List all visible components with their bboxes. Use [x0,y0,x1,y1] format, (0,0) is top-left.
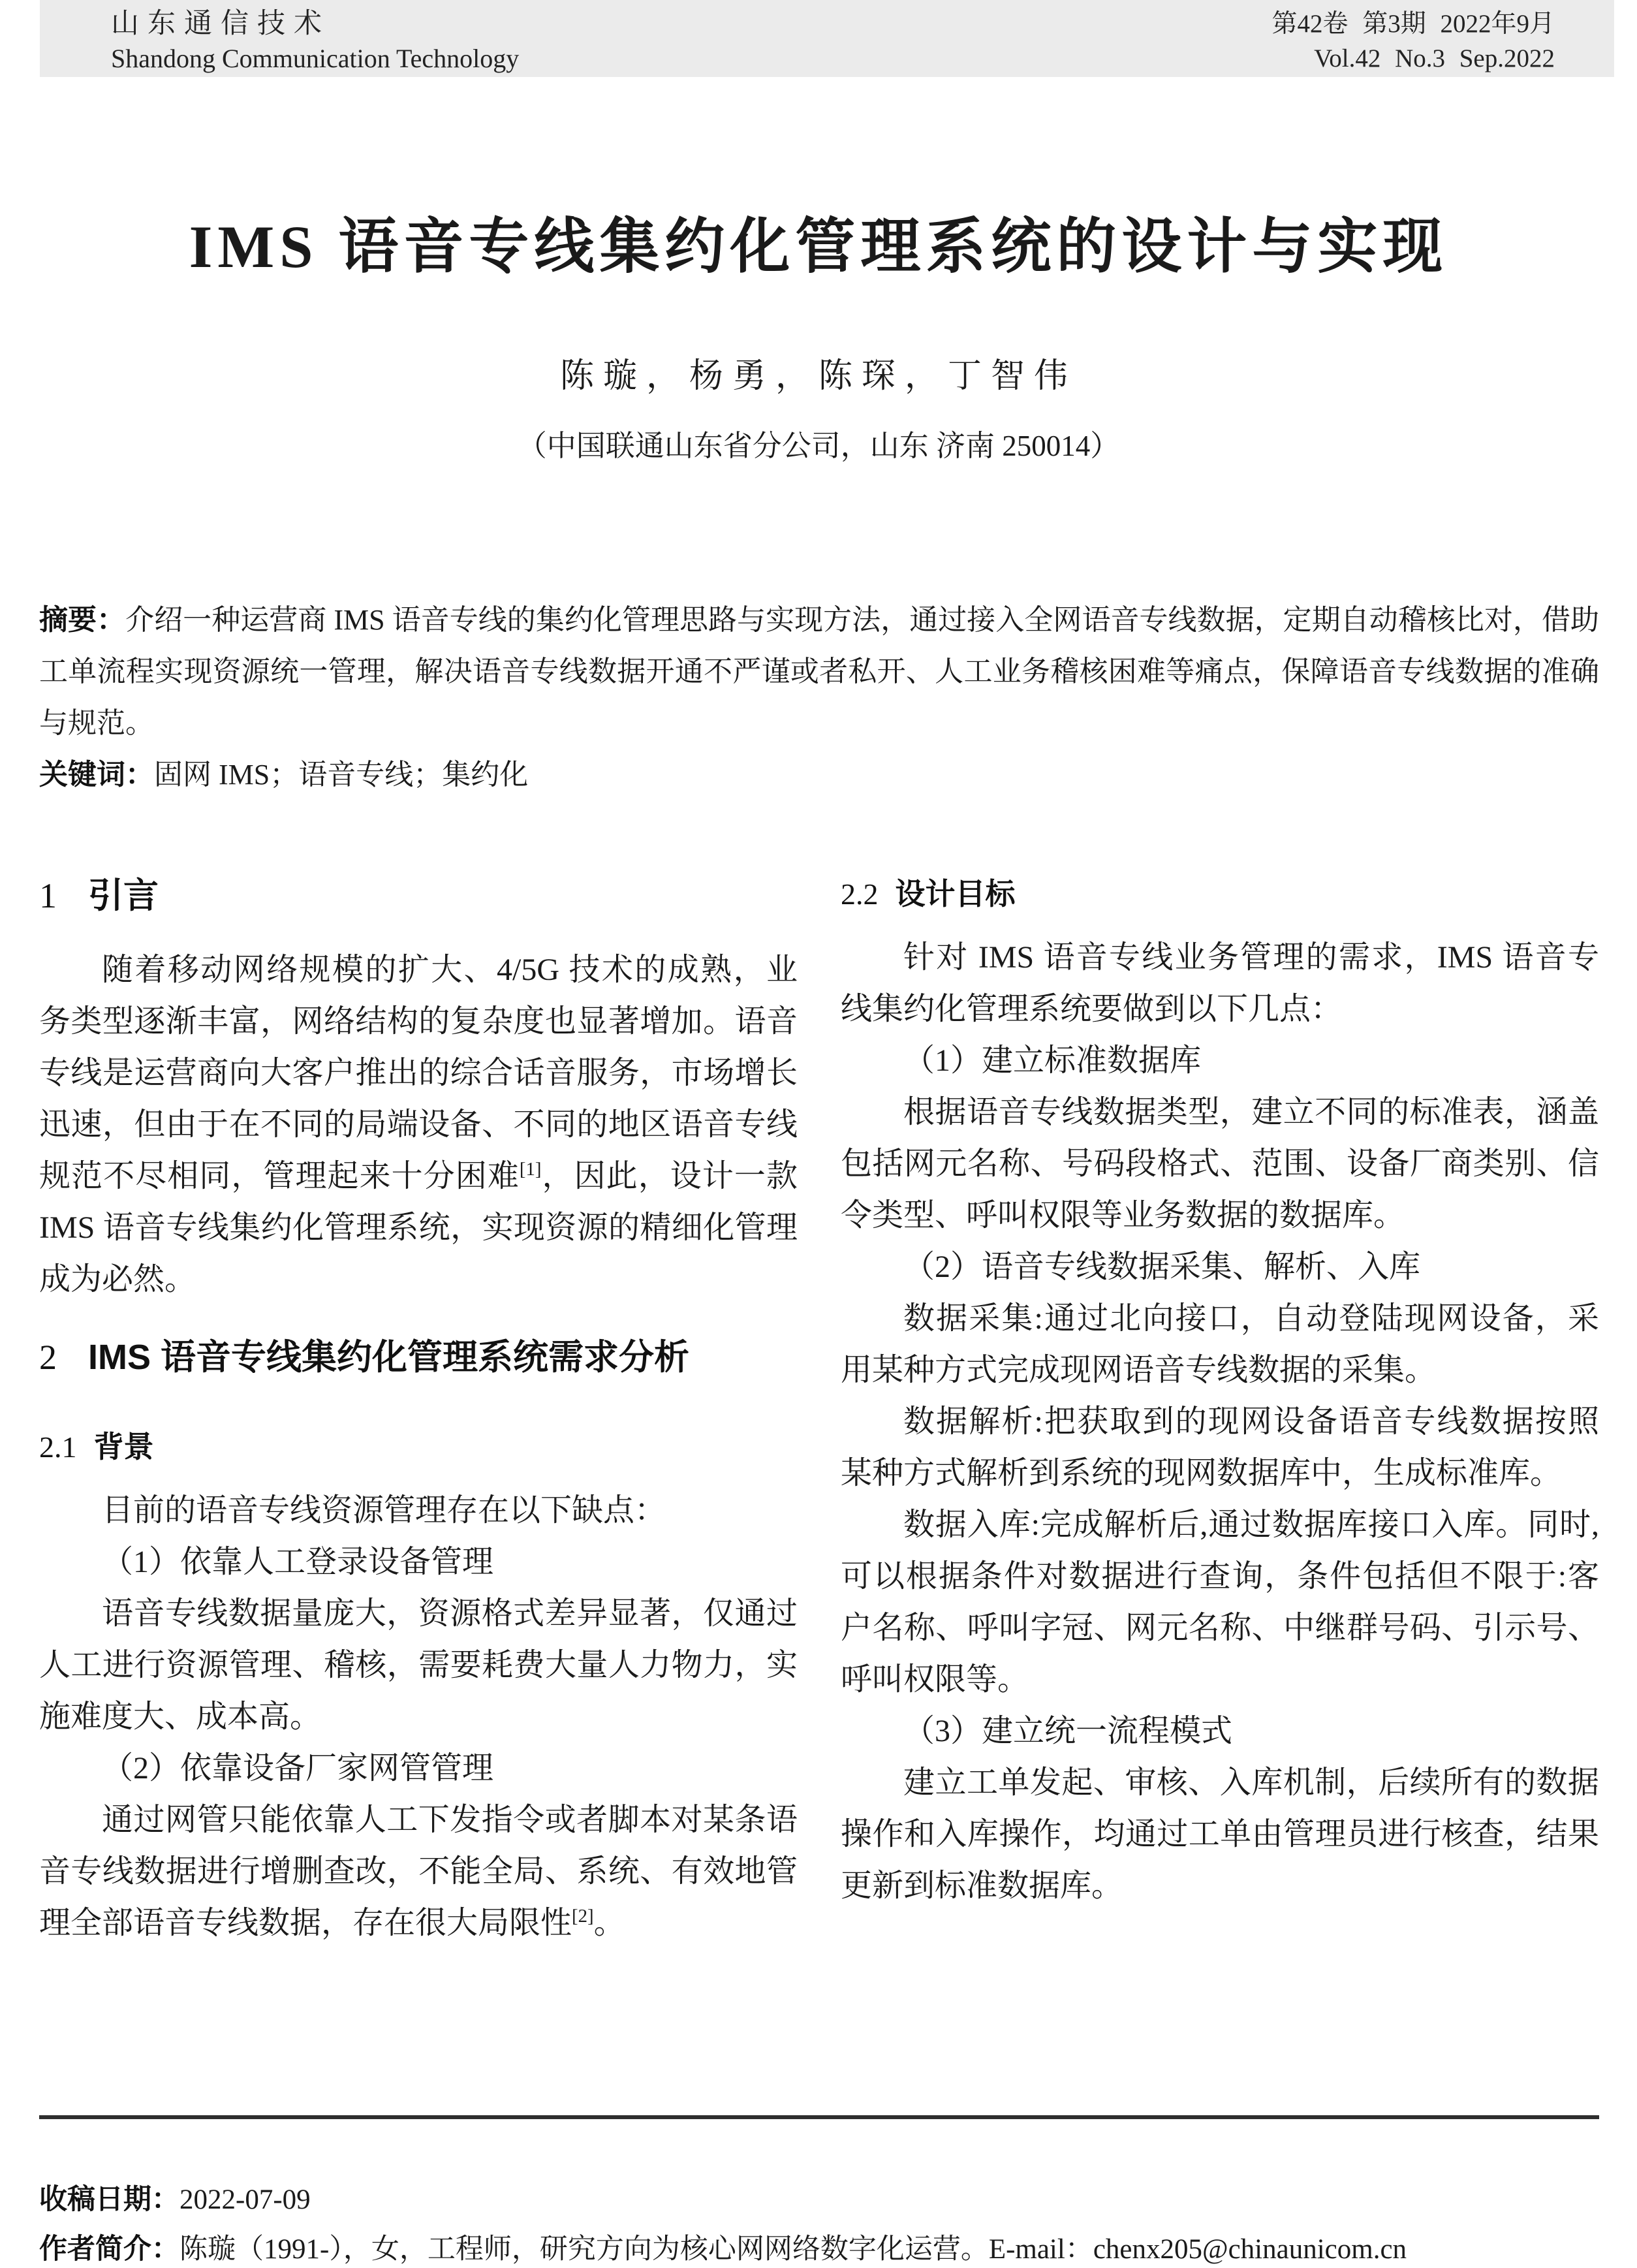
received-date-line [39,2181,1599,2218]
journal-name-zh: 山东通信技术 [111,8,330,39]
section-number: 2.1 [39,1430,77,1464]
abstract-text: 介绍一种运营商 IMS 语音专线的集约化管理思路与实现方法，通过接入全网语音专线数据，定期自动稽核比对，借助工单流程实现资源统一管理，解决语音专线数据开通不严谨或者私开、人工业务稽核困难等痛点，保障语音专线数据的准确与规范。 [39,604,1600,739]
keywords-text: 固网 IMS；语音专线；集约化 [154,759,529,791]
left-column [39,870,798,1949]
article-authors: 陈璇，杨勇，陈琛，丁智伟 [559,358,1077,395]
section-heading [39,1336,798,1378]
author-bio-label: 作者简介： [39,2233,179,2265]
author-bio-text: 陈璇（1991-），女，工程师，研究方向为核心网网络数字化运营。E-mail：chenx205@chinaunicom.cn [179,2234,1407,2265]
paragraph: 数据采集:通过北向接口，自动登陆现网设备，采用某种方式完成现网语音专线数据的采集。 [841,1301,1599,1387]
keywords [39,749,1599,800]
journal-issue-zh: 第42卷 第3期 2022年9月 [1271,10,1555,38]
section-title: 背景 [93,1430,154,1464]
journal-issue-en: Vol.42 No.3 Sep.2022 [1314,44,1555,72]
paragraph: 数据入库:完成解析后,通过数据库接口入库。同时,可以根据条件对数据进行查询，条件包括但不限于:客户名称、呼叫字冠、网元名称、中继群号码、引示号、呼叫权限等。 [841,1507,1599,1697]
section-number: 1 [39,876,57,915]
section-title: 设计目标 [895,877,1016,911]
paragraph: 针对 IMS 语音专线业务管理的需求，IMS 语音专线集约化管理系统要做到以下几点： [841,940,1599,1026]
citation-ref: [2] [572,1906,594,1927]
journal-name-block [111,7,519,77]
received-date-label: 收稿日期： [39,2184,179,2215]
paragraph: 建立工单发起、审核、入库机制，后续所有的数据操作和入库操作，均通过工单由管理员进行核查，结果更新到标准数据库。 [841,1765,1599,1903]
paragraph: 随着移动网络规模的扩大、4/5G 技术的成熟，业务类型逐渐丰富，网络结构的复杂度也显著增加。语音专线是运营商向大客户推出的综合话音服务，市场增长迅速，但由于在不同的局端设备、不同的地区语音专线规范不尽相同，管理起来十分困难[1]，因此，设计一款 IMS 语音专线集约化管理系统，实现资源的精细化管理成为必然。 [39,953,798,1297]
subsection-heading [841,875,1599,913]
paragraph: （1）依靠人工登录设备管理 [102,1545,494,1579]
body-columns [39,870,1599,1949]
section-title: IMS 语音专线集约化管理系统需求分析 [88,1338,690,1377]
paragraph: （1）建立标准数据库 [903,1043,1202,1078]
article-title: IMS 语音专线集约化管理系统的设计与实现 [189,213,1448,280]
section-number: 2.2 [841,877,879,911]
right-column [841,870,1599,1949]
paragraph: 目前的语音专线资源管理存在以下缺点： [102,1493,666,1528]
abstract-label: 摘要： [39,604,126,636]
section-heading [39,875,798,917]
paragraph: （2）依靠设备厂家网管管理 [102,1751,494,1786]
journal-name-en: Shandong Communication Technology [111,44,520,73]
section-title: 引言 [88,876,159,915]
paragraph: （2）语音专线数据采集、解析、入库 [903,1250,1421,1284]
section-number: 2 [39,1338,57,1377]
subsection-heading [39,1428,798,1466]
article-affiliation: （中国联通山东省分公司，山东 济南 250014） [517,430,1120,462]
paragraph: 根据语音专线数据类型，建立不同的标准表，涵盖包括网元名称、号码段格式、范围、设备厂商类别、信令类型、呼叫权限等业务数据的数据库。 [841,1095,1599,1233]
keywords-label: 关键词： [39,759,154,791]
paragraph: 语音专线数据量庞大，资源格式差异显著，仅通过人工进行资源管理、稽核，需要耗费大量人力物力，实施难度大、成本高。 [39,1596,798,1734]
journal-masthead [40,0,1614,77]
journal-issue-block [1271,7,1555,77]
author-bio-line [39,2231,1599,2268]
citation-ref: [1] [519,1159,542,1180]
paragraph: 通过网管只能依靠人工下发指令或者脚本对某条语音专线数据进行增删查改，不能全局、系统、有效地管理全部语音专线数据，存在很大局限性[2]。 [39,1803,798,1940]
footnote-divider [39,2115,1599,2119]
received-date-value: 2022-07-09 [179,2184,311,2215]
paragraph: （3）建立统一流程模式 [903,1714,1233,1748]
abstract [39,594,1599,749]
paragraph: 数据解析:把获取到的现网设备语音专线数据按照某种方式解析到系统的现网数据库中，生成标准库。 [841,1404,1599,1490]
